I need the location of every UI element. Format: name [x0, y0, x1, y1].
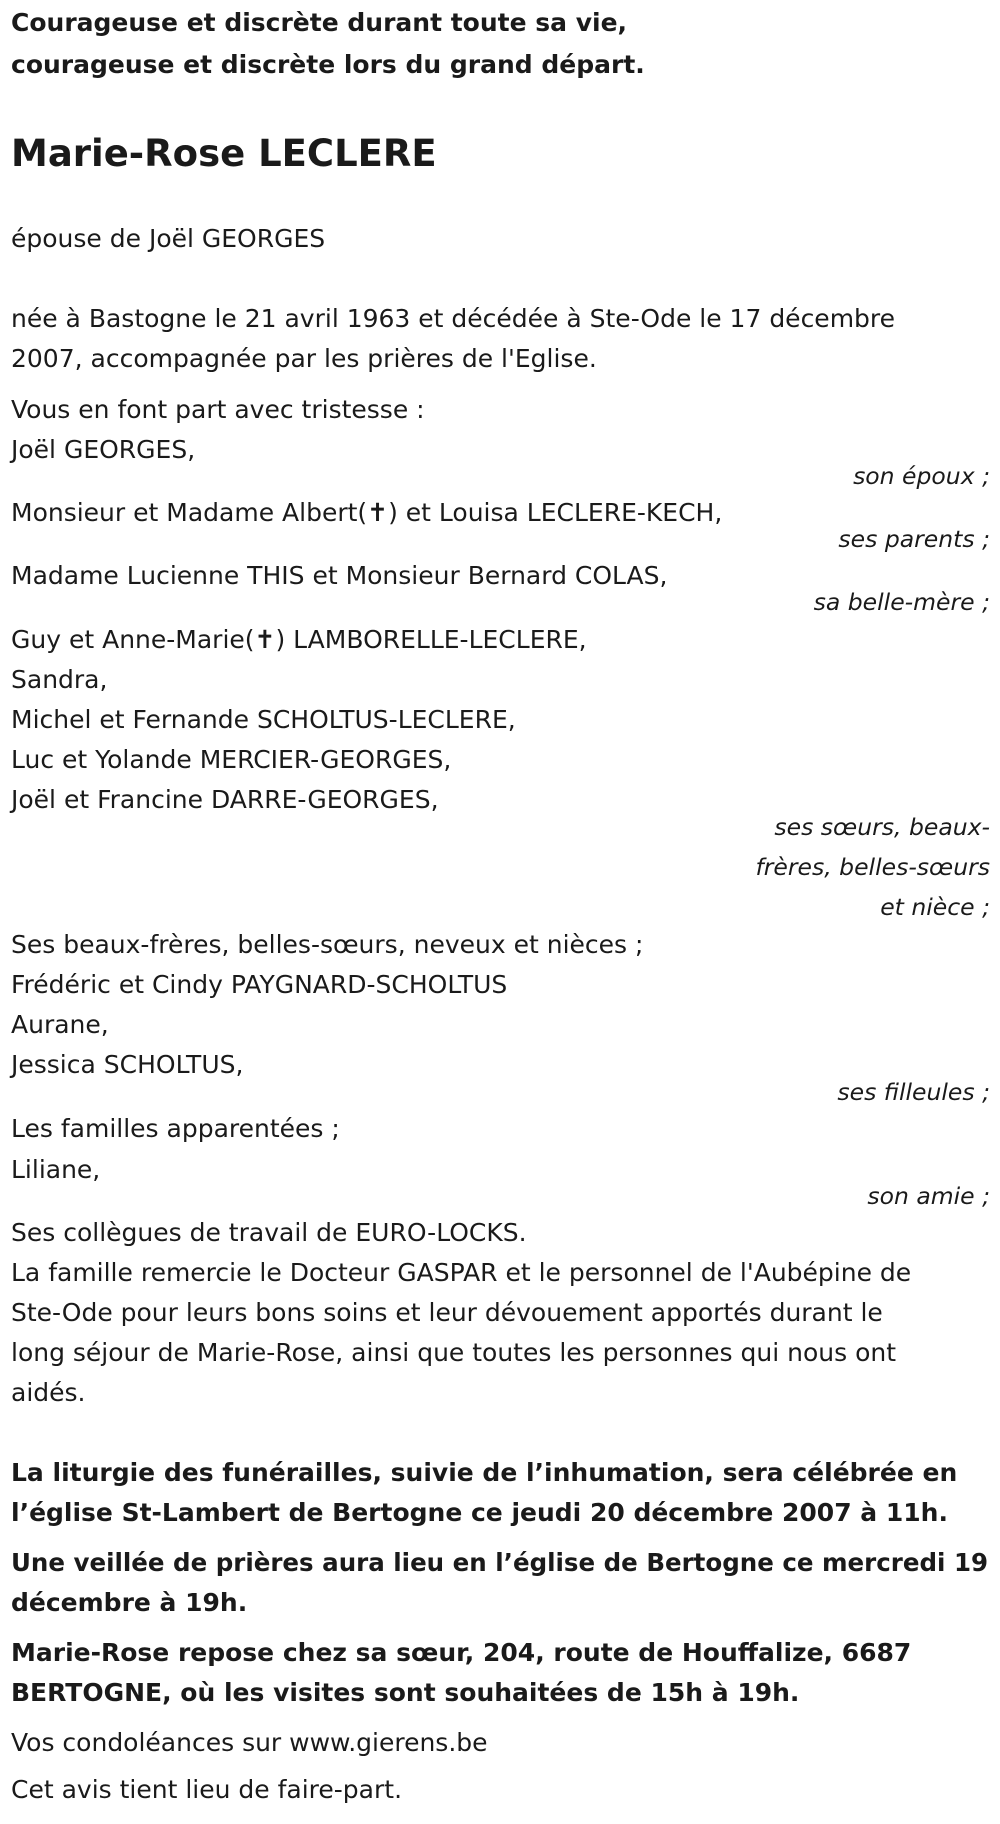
deceased-name: Marie-Rose LECLERE: [11, 132, 437, 175]
relation-siblings: et nièce ;: [880, 893, 990, 921]
relation-husband: son époux ;: [853, 462, 990, 490]
mourner-colleagues: Ses collègues de travail de EURO-LOCKS.: [11, 1218, 527, 1247]
spouse-line: épouse de Joël GEORGES: [11, 224, 326, 253]
intro-line: Vous en font part avec tristesse :: [11, 395, 425, 424]
thanks-line: La famille remercie le Docteur GASPAR et le personnel de l'Aubépine de: [11, 1258, 912, 1287]
condolences-link[interactable]: Vos condoléances sur www.gierens.be: [11, 1728, 488, 1757]
thanks-line: Ste-Ode pour leurs bons soins et leur dévouement apportés durant le: [11, 1298, 883, 1327]
relation-siblings: ses sœurs, beaux-: [774, 813, 990, 841]
notice-line: Cet avis tient lieu de faire-part.: [11, 1775, 403, 1804]
epigraph-line: courageuse et discrète lors du grand départ.: [11, 50, 645, 79]
birth-death-line: née à Bastogne le 21 avril 1963 et décédée à Ste-Ode le 17 décembre: [11, 304, 896, 333]
mourner-extended-family: Ses beaux-frères, belles-sœurs, neveux et nièces ;: [11, 930, 644, 959]
repose-line: BERTOGNE, où les visites sont souhaitées de 15h à 19h.: [11, 1678, 800, 1707]
mourner-goddaughter: Aurane,: [11, 1010, 109, 1039]
thanks-line: aidés.: [11, 1378, 86, 1407]
mourner-sibling: Joël et Francine DARRE-GEORGES,: [11, 785, 439, 814]
mourner-parents: Monsieur et Madame Albert(✝) et Louisa LECLERE-KECH,: [11, 498, 723, 527]
funeral-line: La liturgie des funérailles, suivie de l’inhumation, sera célébrée en: [11, 1458, 958, 1487]
mourner-husband: Joël GEORGES,: [11, 435, 196, 464]
relation-goddaughters: ses filleules ;: [837, 1078, 990, 1106]
vigil-line: décembre à 19h.: [11, 1588, 248, 1617]
mourner-sibling: Guy et Anne-Marie(✝) LAMBORELLE-LECLERE,: [11, 625, 587, 654]
mourner-friend: Liliane,: [11, 1155, 101, 1184]
relation-friend: son amie ;: [867, 1182, 990, 1210]
relation-parents: ses parents ;: [838, 525, 990, 553]
mourner-sibling: Michel et Fernande SCHOLTUS-LECLERE,: [11, 705, 516, 734]
relation-siblings: frères, belles-sœurs: [755, 853, 990, 881]
relation-mother-in-law: sa belle-mère ;: [813, 588, 990, 616]
mourner-related-families: Les familles apparentées ;: [11, 1114, 340, 1143]
mourner-mother-in-law: Madame Lucienne THIS et Monsieur Bernard COLAS,: [11, 561, 668, 590]
thanks-line: long séjour de Marie-Rose, ainsi que toutes les personnes qui nous ont: [11, 1338, 897, 1367]
mourner-sibling: Sandra,: [11, 665, 108, 694]
funeral-line: l’église St-Lambert de Bertogne ce jeudi 20 décembre 2007 à 11h.: [11, 1498, 948, 1527]
epigraph-line: Courageuse et discrète durant toute sa vie,: [11, 8, 628, 37]
birth-death-line: 2007, accompagnée par les prières de l'Eglise.: [11, 344, 597, 373]
mourner-goddaughter: Jessica SCHOLTUS,: [11, 1050, 244, 1079]
vigil-line: Une veillée de prières aura lieu en l’église de Bertogne ce mercredi 19: [11, 1548, 989, 1577]
mourner-sibling: Luc et Yolande MERCIER-GEORGES,: [11, 745, 452, 774]
mourner-goddaughter: Frédéric et Cindy PAYGNARD-SCHOLTUS: [11, 970, 508, 999]
repose-line: Marie-Rose repose chez sa sœur, 204, route de Houffalize, 6687: [11, 1638, 912, 1667]
